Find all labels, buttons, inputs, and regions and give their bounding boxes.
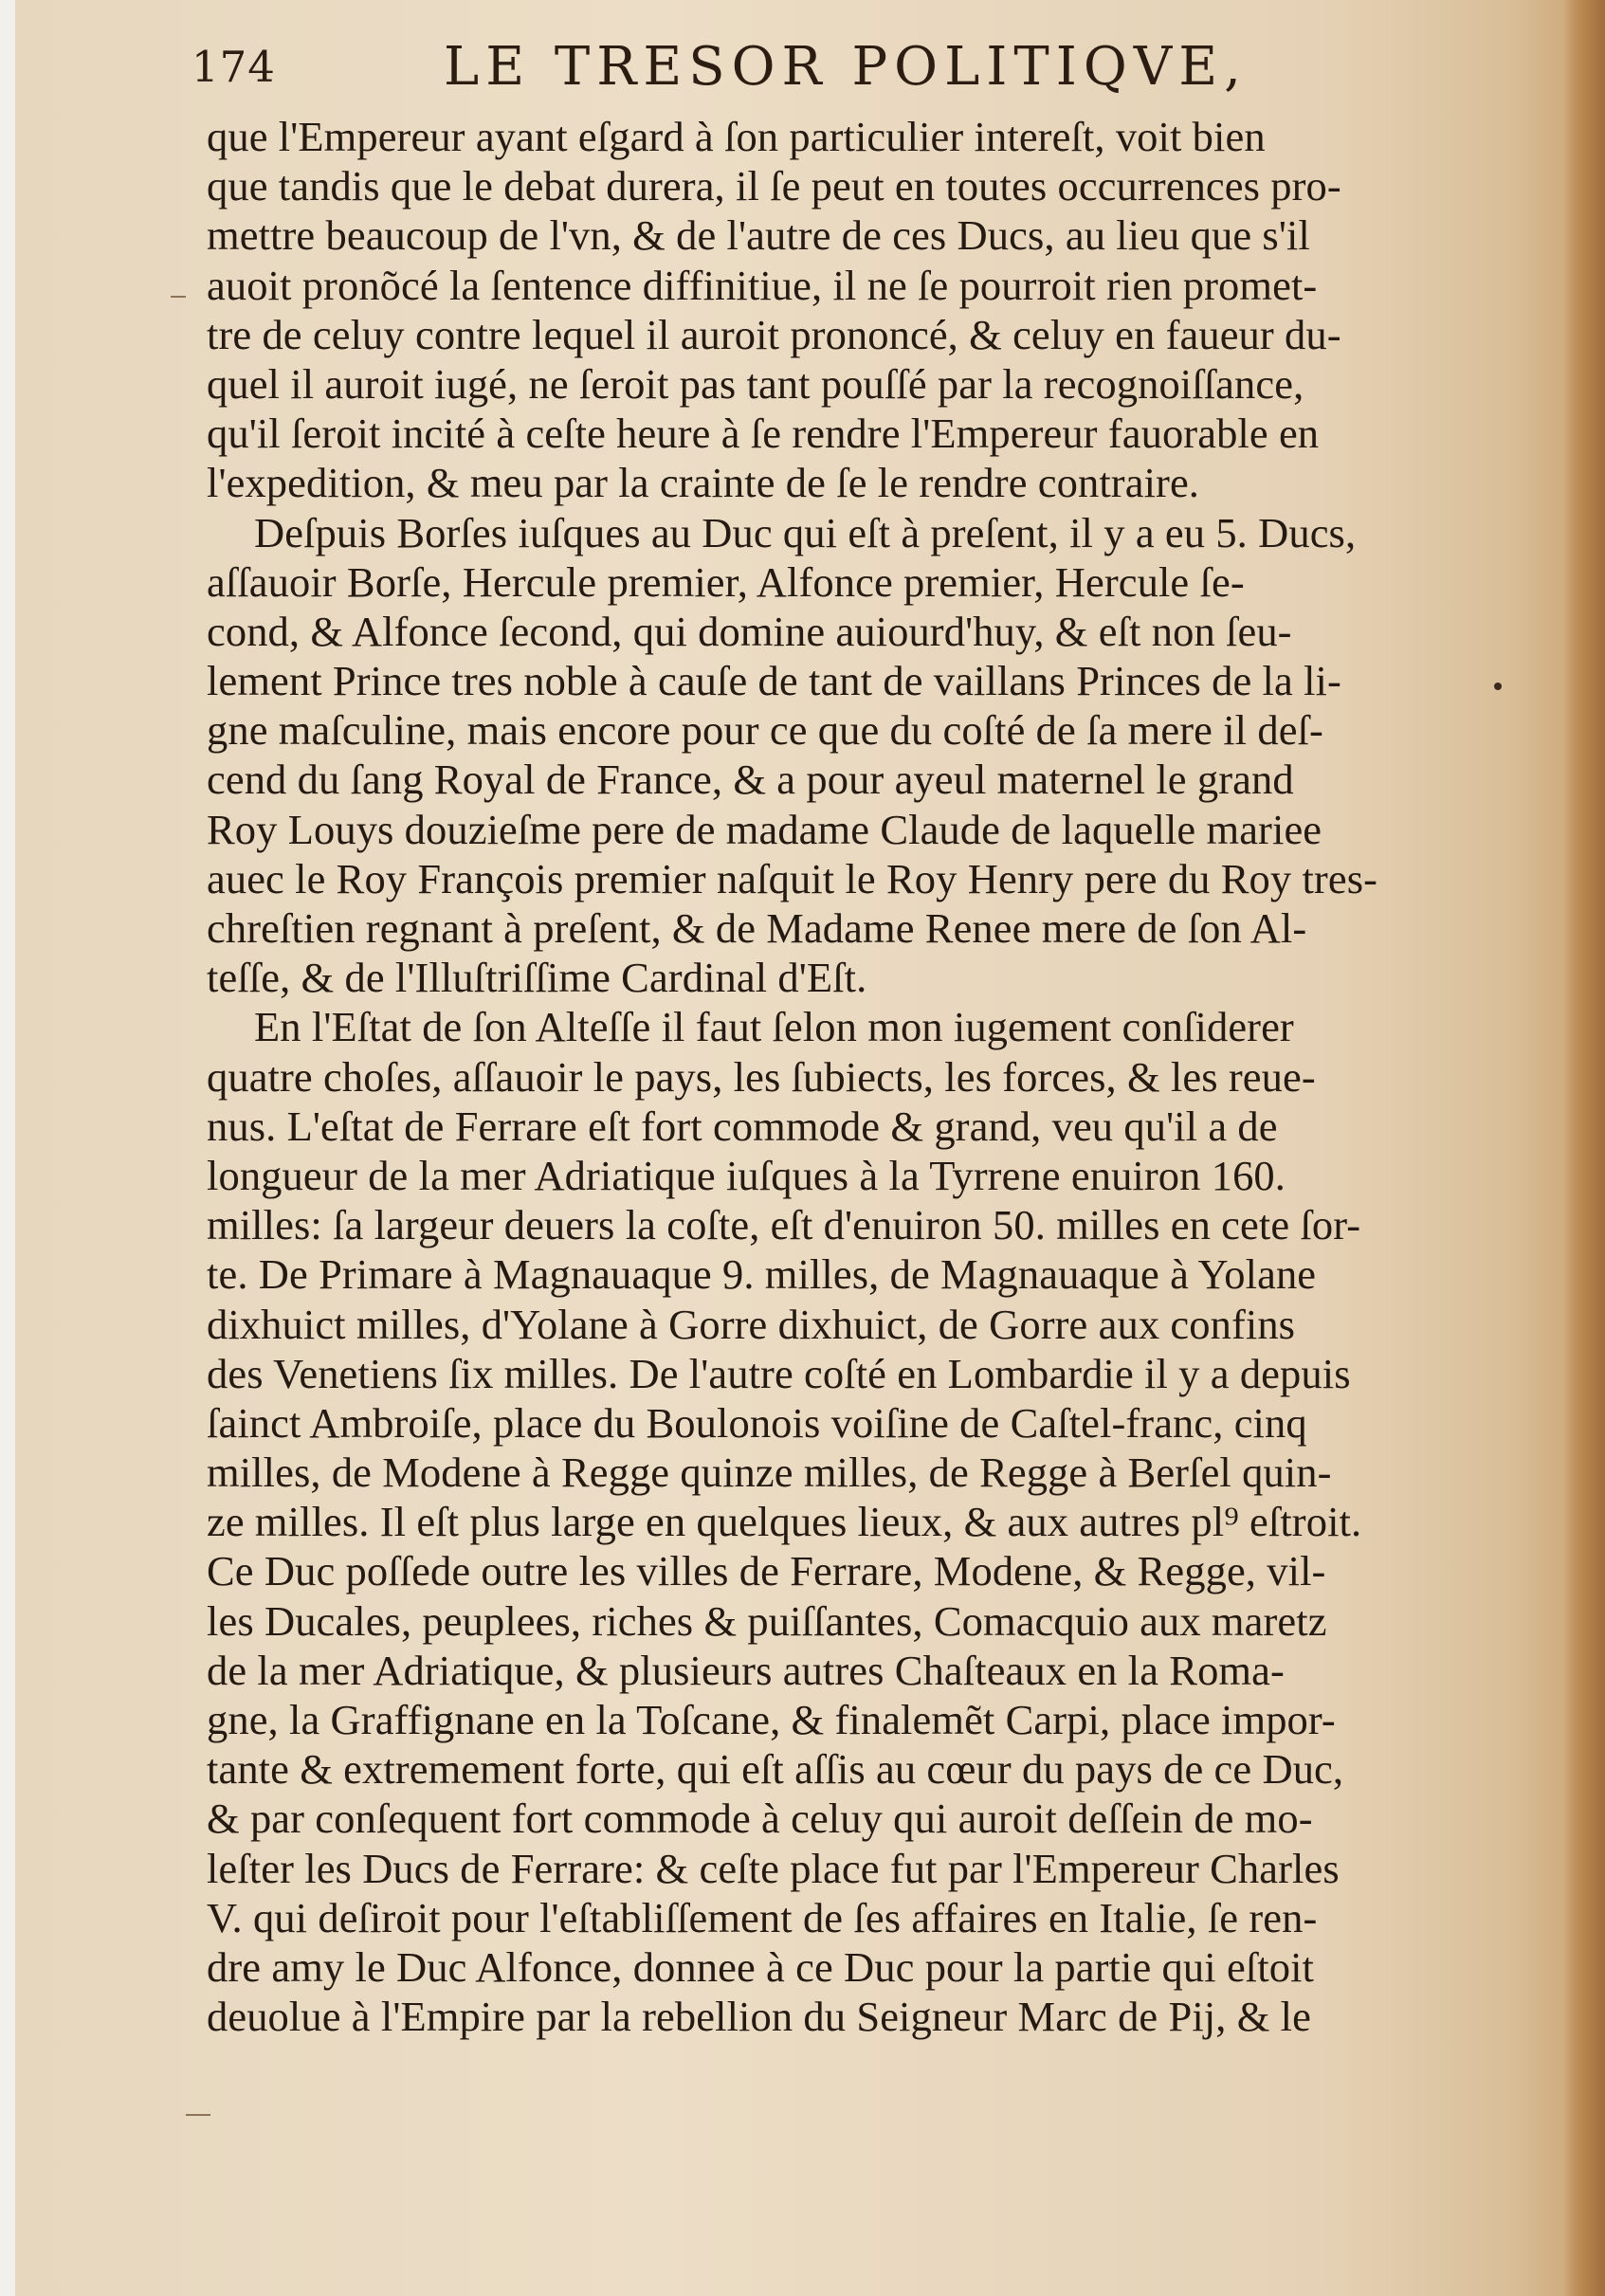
text-line: mettre beaucoup de l'vn, & de l'autre de ces Ducs, au lieu que s'il: [207, 211, 1310, 260]
text-line: les Ducales, peuplees, riches & puiſſantes, Comacquio aux maretz: [207, 1596, 1327, 1645]
text-line: nus. L'eſtat de Ferrare eſt fort commode & grand, veu qu'il a de: [207, 1102, 1278, 1150]
text-line: Roy Louys douzieſme pere de madame Claude de laquelle mariee: [207, 805, 1322, 853]
text-line: qu'il ſeroit incité à ceſte heure à ſe rendre l'Empereur fauorable en: [207, 410, 1320, 458]
paragraph-start: En l'Eſtat de ſon Alteſſe il faut ſelon mon iugement conſiderer: [254, 1003, 1294, 1051]
text-line: Ce Duc poſſede outre les villes de Ferrare, Modene, & Regge, vil-: [207, 1547, 1326, 1595]
text-line: te. De Primare à Magnauaque 9. milles, de Magnauaque à Yolane: [207, 1250, 1317, 1299]
running-title: LE TRESOR POLITIQVE,: [444, 36, 1248, 98]
text-line: dre amy le Duc Alfonce, donnee à ce Duc pour la partie qui eſtoit: [207, 1942, 1314, 1991]
text-line: & par conſequent fort commode à celuy qui auroit deſſein de mo-: [207, 1795, 1313, 1843]
margin-mark: [171, 296, 186, 298]
text-line: cend du ſang Royal de France, & a pour ayeul maternel le grand: [207, 756, 1294, 804]
text-line: V. qui deſiroit pour l'eſtabliſſement de ſes affaires en Italie, ſe ren-: [207, 1893, 1318, 1941]
body-text: [207, 112, 1469, 2041]
text-line: quatre choſes, aſſauoir le pays, les ſubiects, les forces, & les reue-: [207, 1052, 1316, 1101]
text-line: que tandis que le debat durera, il ſe peut en toutes occurrences pro-: [207, 162, 1341, 210]
text-line: leſter les Ducs de Ferrare: & ceſte place fut par l'Empereur Charles: [207, 1844, 1340, 1892]
text-line: dixhuict milles, d'Yolane à Gorre dixhuict, de Gorre aux confins: [207, 1300, 1296, 1348]
text-line: auoit pronõcé la ſentence diffinitiue, il ne ſe pourroit rien promet-: [207, 261, 1318, 309]
text-line: auec le Roy François premier naſquit le Roy Henry pere du Roy tres-: [207, 854, 1378, 902]
text-line: teſſe, & de l'Illuſtriſſime Cardinal d'Eſt.: [207, 954, 867, 1002]
text-line: milles, de Modene à Regge quinze milles, de Regge à Berſel quin-: [207, 1449, 1332, 1497]
text-line: deuolue à l'Empire par la rebellion du Seigneur Marc de Pij, & le: [207, 1993, 1311, 2041]
text-line: aſſauoir Borſe, Hercule premier, Alfonce premier, Hercule ſe-: [207, 557, 1245, 606]
text-line: ſainct Ambroiſe, place du Boulonois voiſine de Caſtel-franc, cinq: [207, 1398, 1307, 1447]
text-line: gne, la Graffignane en la Toſcane, & finalemẽt Carpi, place impor-: [207, 1696, 1336, 1743]
page-edge-shadow: [1563, 0, 1605, 2296]
page-number: 174: [192, 42, 276, 92]
text-line: lement Prince tres noble à cauſe de tant de vaillans Princes de la li-: [207, 657, 1341, 705]
text-line: que l'Empereur ayant eſgard à ſon particulier intereſt, voit bien: [207, 113, 1266, 160]
text-line: des Venetiens ſix milles. De l'autre coſté en Lombardie il y a depuis: [207, 1349, 1351, 1397]
text-line: quel il auroit iugé, ne ſeroit pas tant pouſſé par la recognoiſſance,: [207, 359, 1304, 408]
text-line: gne maſculine, mais encore pour ce que du coſté de ſa mere il deſ-: [207, 706, 1323, 755]
text-line: l'expedition, & meu par la crainte de ſe le rendre contraire.: [207, 459, 1200, 507]
text-line: tante & extremement forte, qui eſt aſſis au cœur du pays de ce Duc,: [207, 1745, 1344, 1794]
margin-mark: [186, 2114, 210, 2116]
text-line: ze milles. Il eſt plus large en quelques lieux, & aux autres pl⁹ eſtroit.: [207, 1498, 1362, 1546]
text-line: chreſtien regnant à preſent, & de Madame Renee mere de ſon Al-: [207, 904, 1307, 952]
running-header: [180, 28, 1441, 104]
text-line: de la mer Adriatique, & plusieurs autres Chaſteaux en la Roma-: [207, 1646, 1285, 1694]
margin-dot: [1494, 683, 1502, 690]
text-line: cond, & Alfonce ſecond, qui domine auiourd'huy, & eſt non ſeu-: [207, 607, 1292, 655]
text-line: tre de celuy contre lequel il auroit prononcé, & celuy en faueur du-: [207, 310, 1341, 358]
text-line: milles: ſa largeur deuers la coſte, eſt d'enuiron 50. milles en cete ſor-: [207, 1201, 1361, 1249]
book-page: [15, 0, 1605, 2296]
text-line: longueur de la mer Adriatique iuſques à la Tyrrene enuiron 160.: [207, 1151, 1286, 1199]
paragraph-start: Deſpuis Borſes iuſques au Duc qui eſt à preſent, il y a eu 5. Ducs,: [254, 508, 1357, 556]
